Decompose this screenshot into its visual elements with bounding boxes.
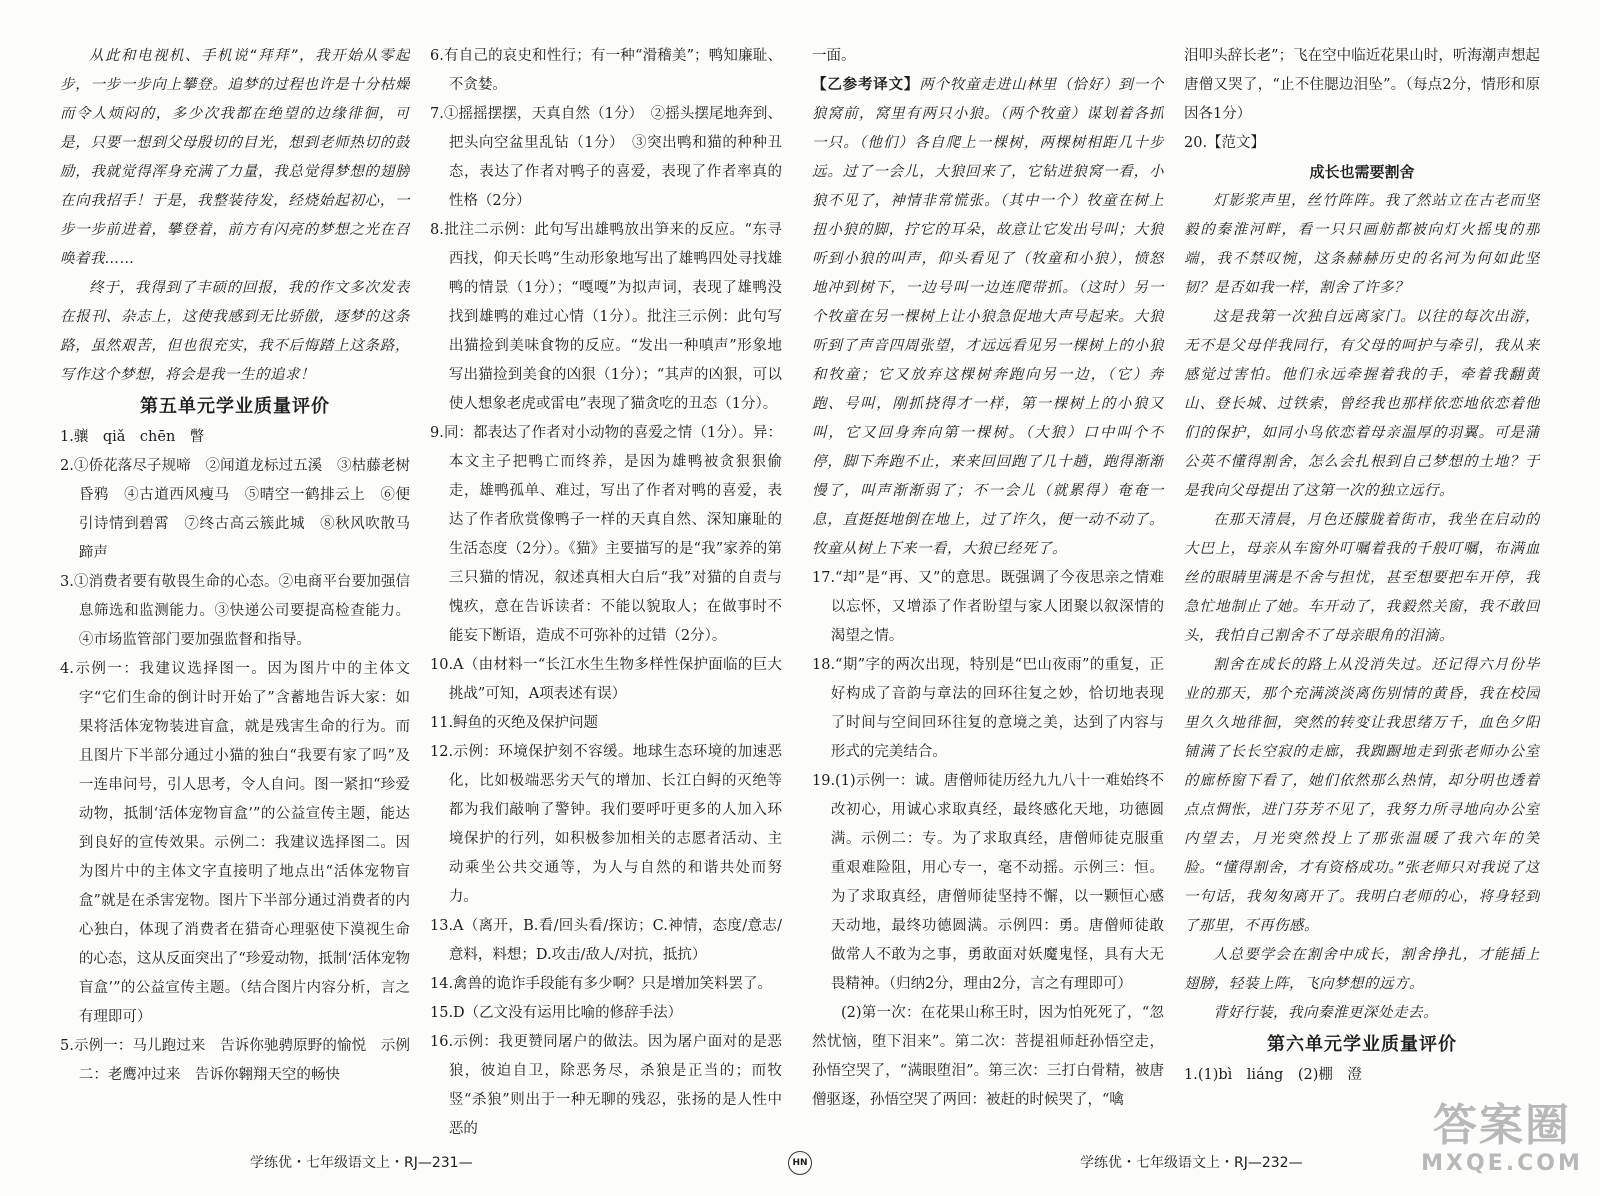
answer-item-8: 8.批注二示例：此句写出雄鸭放出笋来的反应。“东寻西找，仰天长鸣”生动形象地写出了雄鸭四处寻找雄鸭的情景（1分）；“嘎嘎”为拟声词，表现了雄鸭没找到雄鸭的难过心情（1分）。批注三示例：此句写出猫捡到美味食物的反应。“发出一种嗔声”形象地写出猫捡到美食的凶狠（1分）；“其声的凶狠，可以使人想象老虎或雷电”表现了猫贪吃的丑态（1分）。 — [430, 222, 782, 412]
section-title-unit5: 第五单元学业质量评价 — [140, 396, 330, 417]
essay-paragraph: 从此和电视机、手机说“拜拜”，我开始从零起步，一步一步向上攀登。追梦的过程也许是十分枯燥而令人烦闷的，多少次我都在绝望的边缘徘徊，可是，只要一想到父母殷切的目光，想到老师热切的鼓励，我就觉得浑身充满了力量，我总觉得梦想的翅膀在向我招手！于是，我整装待发，经烧始起初心，一步一步前进着，攀登着，前方有闪亮的梦想之光在召唤着我…… — [60, 48, 410, 267]
answer-item-6: 6.有自己的哀史和性行；有一种“滑稽美”；鸭知廉耻、不贪婪。 — [430, 48, 782, 93]
answer-item-11: 11.鲟鱼的灭绝及保护问题 — [430, 715, 599, 731]
column-1 — [60, 42, 410, 1090]
answer-item-3: 3.①消费者要有敬畏生命的心态。②电商平台要加强信息筛选和监测能力。③快递公司要提高检查能力。④市场监管部门要加强监督和指导。 — [60, 574, 410, 648]
answer-item-19-2: (2)第一次：在花果山称王时，因为怕死死了，“忽然忧恼，堕下泪来”。第二次：菩提祖师赶孙悟空走，孙悟空哭了，“满眼堕泪”。第三次：三打白骨精，被唐僧驱逐，孙悟空哭了两回：被赶的时候哭了，“噙 — [812, 1005, 1164, 1108]
essay-paragraph: 人总要学会在割舍中成长，割舍挣扎，才能插上翅膀，轻装上阵，飞向梦想的远方。 — [1184, 947, 1540, 992]
section-title-unit6: 第六单元学业质量评价 — [1267, 1034, 1457, 1055]
watermark-title: 答案圈 — [1433, 1100, 1571, 1151]
answer-item-1: 1.骧 qiǎ chēn 瞥 — [60, 429, 205, 445]
answer-item-13: 13.A（离开，B.看/回头看/探访；C.神情，态度/意志/意料，料想；D.攻击/敌人/对抗，抵抗） — [430, 918, 782, 963]
essay-paragraph: 割舍在成长的路上从没消失过。还记得六月份毕业的那天，那个充满淡淡离伤别情的黄昏，我在校园里久久地徘徊，突然的转变让我思绪万千，血色夕阳铺满了长长空寂的走廊，我踟蹰地走到张老师办公室的廊桥窗下看了，她们依然那么热情，却分明也透着点点惆怅，进门芬芳不见了，我努力所寻地向办公室内望去，月光突然投上了那张温暖了我六年的笑脸。“懂得割舍，才有资格成功。”张老师只对我说了这一句话，我匆匆离开了。我明白老师的心，将身轻到了那里，不再伤感。 — [1184, 657, 1540, 934]
answer-item-4: 4.示例一：我建议选择图一。因为图片中的主体文字“它们生命的倒计时开始了”含蓄地告诉大家：如果将活体宠物装进盲盒，就是残害生命的行为。而且图片下半部分通过小猫的独白“我要有家了吗”及一连串问号，引人思考，令人自问。图一紧扣“珍爱动物，抵制‘活体宠物盲盒’”的公益宣传主题，能达到良好的宣传效果。示例二：我建议选择图二。因为图片中的主体文字直接明了地点出“活体宠物盲盒”就是在杀害宠物。图片下半部分通过消费者的内心独白，体现了消费者在猎奇心理驱使下漠视生命的心态，这从反面突出了“珍爱动物，抵制‘活体宠物盲盒’”的公益宣传主题。（结合图片内容分析，言之有理即可） — [60, 661, 410, 1025]
answer-item-9: 9.同：都表达了作者对小动物的喜爱之情（1分）。异：本文主子把鸭亡而终养，是因为雄鸭被贪狠狠偷走，雄鸭孤单、难过，写出了作者对鸭的喜爱，表达了作者欣赏像鸭子一样的天真自然、深知廉耻的生活态度（2分）。《猫》主要描写的是“我”家养的第三只猫的情况，叙述真相大白后“我”对猫的自责与愧疚，意在告诉读者：不能以貌取人；在做事时不能妄下断语，造成不可弥补的过错（2分）。 — [430, 425, 782, 644]
answer-item-7: 7.①摇摇摆摆，天真自然（1分） ②摇头摆尾地奔到、把头向空盆里乱钻（1分） ③突出鸭和猫的种种丑态，表达了作者对鸭子的喜爱，表现了作者率真的性格（2分） — [430, 106, 782, 209]
answer-item-10: 10.A（由材料一“长江水生生物多样性保护面临的巨大挑战”可知，A项表述有误） — [430, 657, 782, 702]
footer-right-page-number: 学练优・七年级语文上・RJ—232— — [1080, 1155, 1303, 1171]
answer-item-20: 20.【范文】 — [1184, 135, 1266, 151]
answer-item-17: 17.“却”是“再、又”的意思。既强调了今夜思亲之情难以忘怀，又增添了作者盼望与家人团聚以叙深情的渴望之情。 — [812, 570, 1164, 644]
continued-text: 一面。 — [812, 48, 856, 64]
translation-text: 两个牧童走进山林里（恰好）到一个狼窝前，窝里有两只小狼。（两个牧童）谋划着各抓一只。（他们）各自爬上一棵树，两棵树相距几十步远。过了一会儿，大狼回来了，它钻进狼窝一看，小狼不见了，神情非常慌张。（其中一个）牧童在树上扭小狼的脚，拧它的耳朵，故意让它发出号叫；大狼听到小狼的叫声，仰头看见了（牧童和小狼），愤怒地冲到树下，一边号叫一边连爬带抓。（这时）另一个牧童在另一棵树上让小狼急促地大声号起来。大狼听到了声音四周张望，才远远看见另一棵树上的小狼和牧童；它又放弃这棵树奔跑向另一边，（它）奔跑、号叫，刚抓挠得才一样，第一棵树上的小狼又叫，它又回身奔向第一棵树。（大狼）口中叫个不停，脚下奔跑不止，来来回回跑了几十趟，跑得渐渐慢了，叫声渐渐弱了；不一会儿（就累得）奄奄一息，直挺挺地倒在地上，过了许久，便一动不动了。牧童从树上下来一看，大狼已经死了。 — [812, 77, 1164, 557]
answer-item-18: 18.“期”字的两次出现，特别是“巴山夜雨”的重复，正好构成了音韵与章法的回环往复之妙，恰切地表现了时间与空间回环往复的意境之美，达到了内容与形式的完美结合。 — [812, 657, 1164, 760]
essay-paragraph: 背好行装，我向秦淮更深处走去。 — [1213, 1005, 1438, 1021]
column-3 — [812, 42, 1164, 1115]
column-2 — [430, 42, 782, 1144]
answer-item-12: 12.示例：环境保护刻不容缓。地球生态环境的加速恶化，比如极端恶劣天气的增加、长江白鲟的灭绝等都为我们敲响了警钟。我们要呼吁更多的人加入环境保护的行列，如积极参加相关的志愿者活动、主动乘坐公共交通等，为人与自然的和谐共处而努力。 — [430, 744, 782, 905]
continued-text: 泪叩头辞长老”；飞在空中临近花果山时，听海潮声想起唐僧又哭了，“止不住腮边泪坠”。（每点2分，情形和原因各1分） — [1184, 48, 1540, 122]
answer-item-5: 5.示例一：马儿跑过来 告诉你驰骋原野的愉悦 示例二：老鹰冲过来 告诉你翱翔天空的畅快 — [60, 1038, 410, 1083]
answer-item-2: 2.①侨花落尽子规啼 ②闻道龙标过五溪 ③枯藤老树昏鸦 ④古道西风瘦马 ⑤晴空一鹤排云上 ⑥便引诗情到碧霄 ⑦终古高云簇此城 ⑧秋风吹散马蹄声 — [60, 458, 410, 561]
answer-item-14: 14.禽兽的诡诈手段能有多少啊？只是增加笑料罢了。 — [430, 976, 773, 992]
essay-title: 成长也需要割舍 — [1309, 163, 1415, 181]
answer-item-16: 16.示例：我更赞同屠户的做法。因为屠户面对的是恶狼，彼迫自卫，除恶务尽，杀狼是正当的；而牧竖“杀狼”则出于一种无聊的残忍，张扬的是人性中恶的 — [430, 1034, 782, 1137]
watermark-logo — [1412, 1100, 1592, 1190]
essay-paragraph: 这是我第一次独自远离家门。以往的每次出游，无不是父母伴我同行，有父母的呵护与牵引，我从来感觉过害怕。他们永远牵握着我的手，牵着我翻黄山、登长城、过铁索，曾经我也那样依恋地依恋着他们的保护，如同小鸟依恋着母亲温厚的羽翼。可是蒲公英不懂得割舍，怎么会扎根到自己梦想的土地？于是我向父母提出了这第一次的独立远行。 — [1184, 309, 1540, 499]
essay-paragraph: 灯影浆声里，丝竹阵阵。我了然站立在古老而坚毅的秦淮河畔，看一只只画舫都被向灯火摇曳的那端，我不禁叹惋，这条赫赫历史的名河为何如此坚韧？是否如我一样，割舍了许多？ — [1184, 193, 1540, 296]
essay-paragraph: 终于，我得到了丰硕的回报，我的作文多次发表在报刊、杂志上，这使我感到无比骄傲，逐梦的这条路，虽然艰苦，但也很充实，我不后悔踏上这条路，写作这个梦想，将会是我一生的追求！ — [60, 280, 410, 383]
hn-logo: HN — [788, 1151, 812, 1175]
translation-paragraph — [812, 71, 1164, 564]
watermark-url: MXQE.COM — [1421, 1151, 1583, 1176]
answer-item-15: 15.D（乙文没有运用比喻的修辞手法） — [430, 1005, 683, 1021]
translation-label: 【乙参考译文】 — [812, 77, 920, 93]
column-4 — [1184, 42, 1540, 1142]
footer-left-page-number: 学练优・七年级语文上・RJ—231— — [250, 1155, 473, 1171]
answer-item-19: 19.(1)示例一：诚。唐僧师徒历经九九八十一难始终不改初心，用诚心求取真经，最终感化天地，功德圆满。示例二：专。为了求取真经，唐僧师徒克服重重艰难险阻，用心专一，毫不动摇。示例三：恒。为了求取真经，唐僧师徒坚持不懈，以一颗恒心感天动地，最终功德圆满。示例四：勇。唐僧师徒敢做常人不敢为之事，勇敢面对妖魔鬼怪，具有大无畏精神。（归纳2分，理由2分，言之有理即可） — [812, 773, 1164, 992]
answer-item-1-unit6: 1.(1)bì liáng (2)棚 澄 — [1184, 1067, 1362, 1083]
essay-paragraph: 在那天清晨，月色还朦胧着街市，我坐在启动的大巴上，母亲从车窗外叮嘱着我的千般叮嘱，布满血丝的眼睛里满是不舍与担忧，甚至想要把车开停，我急忙地制止了她。车开动了，我毅然关窗，我不敢回头，我怕自己割舍不了母亲眼角的泪滴。 — [1184, 512, 1540, 644]
